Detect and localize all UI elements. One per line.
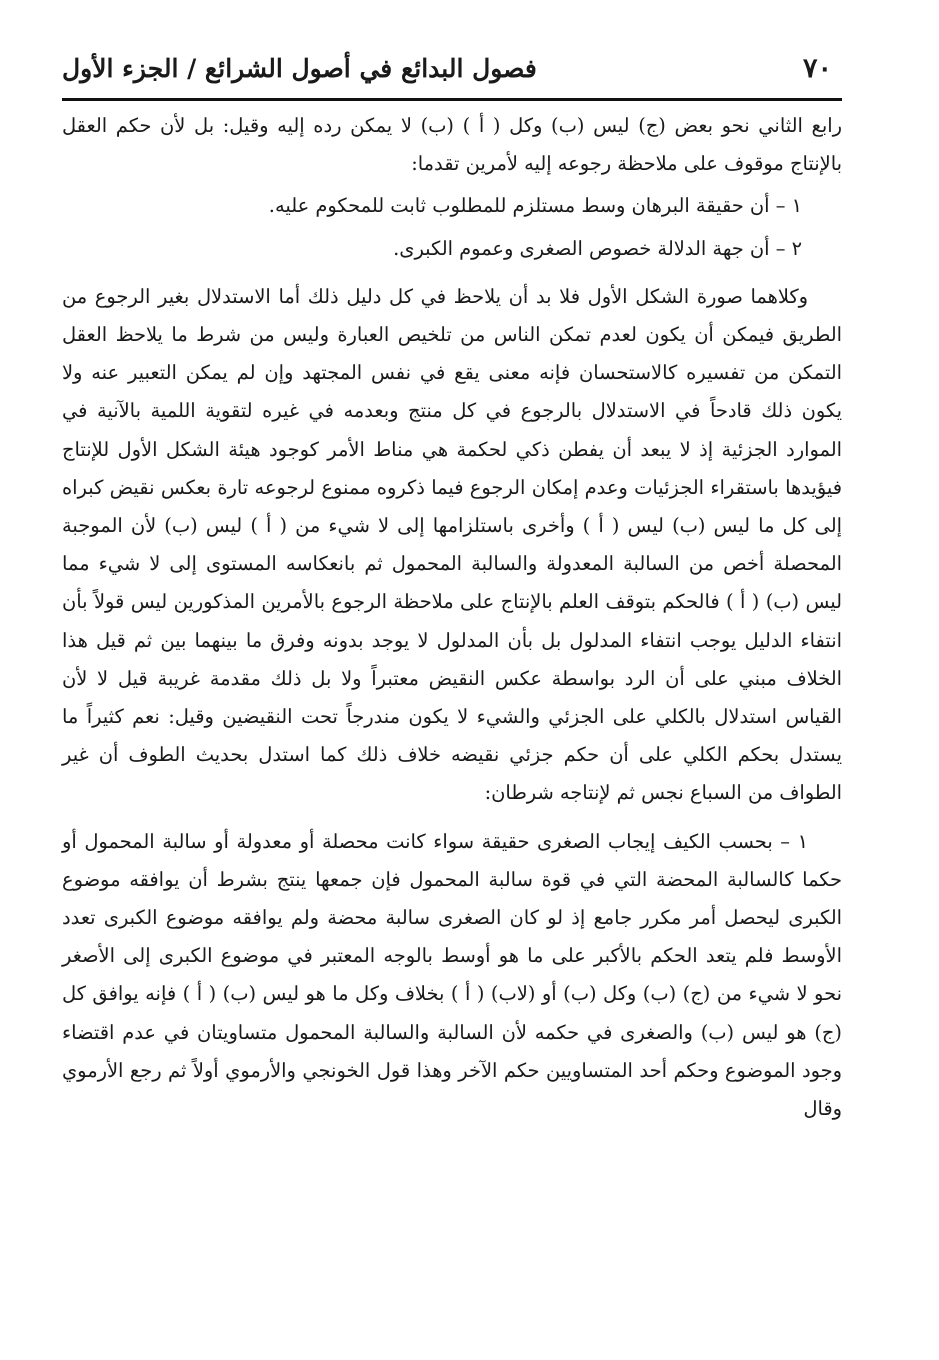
book-page xyxy=(62,40,842,1330)
body-text xyxy=(62,107,842,1128)
list-item-1: ١ – أن حقيقة البرهان وسط مستلزم للمطلوب ثابت للمحكوم عليه. xyxy=(268,194,802,218)
page-number: ٧٠ xyxy=(802,52,832,84)
list-item-2: ٢ – أن جهة الدلالة خصوص الصغرى وعموم الكبرى. xyxy=(393,236,802,260)
paragraph-intro: رابع الثاني نحو بعض (ج) ليس (ب) وكل ( أ ) (ب) لا يمكن رده إليه وقيل: بل لأن حكم العقل بالإنتاج موقوف على ملاحظة رجوعه إليه لأمرين تقدما: xyxy=(62,114,842,176)
header-divider xyxy=(62,98,842,101)
paragraph-condition-1: ١ – بحسب الكيف إيجاب الصغرى حقيقة سواء كانت محصلة أو معدولة أو سالبة المحمول أو حكما كالسالبة المحضة التي في قوة سالبة المحمول فإن جمعها ينتج بشرط أن يوافقه موضوع الكبرى ليحصل أمر مكرر جامع إذ لو كان الصغرى سالبة محضة ولم يوافقه موضوع الكبرى تعدد الأوسط فلم يتعد الحكم بالأكبر على ما هو أوسط بالوجه المعتبر في موضوع الكبرى إلى الأصغر نحو لا شيء من (ج) (ب) وكل (ب) أو (لاب) ( أ ) بخلاف وكل ما هو ليس (ب) ( أ ) فإنه يوافق كل (ج) هو ليس (ب) والصغرى في حكمه لأن السالبة والسالبة المحمول متساويتان في عدم اقتضاء وجود الموضوع وحكم أحد المتساويين حكم الآخر وهذا قول الخونجي والأرموي أولاً ثم رجع الأرموي وقال xyxy=(62,829,842,1121)
running-title: فصول البدائع في أصول الشرائع / الجزء الأول xyxy=(62,53,537,83)
paragraph-main: وكلاهما صورة الشكل الأول فلا بد أن يلاحظ في كل دليل ذلك أما الاستدلال بغير الرجوع من الطريق فيمكن أن يكون لعدم تمكن الناس من تلخيص العبارة وليس من شرط ما يلاحظ العقل التمكن من تفسيره كالاستحسان فإنه معنى يقع في نفس المجتهد وإن لم يمكن التعبير عنه ولا يكون ذلك قادحاً في الاستدلال بالرجوع في كل منتج وبعدمه في غيره لتقوية اللمية بالآنية في الموارد الجزئية إذ لا يبعد أن يفطن ذكي لحكمة هي مناط الأمر كوجود هيئة الشكل الأول للإنتاج فيؤيدها باستقراء الجزئيات وعدم إمكان الرجوع فيما ذكروه ممنوع لرجوعه تارة بعكس نقيض كبراه إلى كل ما ليس (ب) ليس ( أ ) وأخرى باستلزامها إلى لا شيء من ( أ ) ليس (ب) لأن الموجبة المحصلة أخص من السالبة المعدولة والسالبة المحمول ثم بانعكاسه المستوى إلى لا شيء مما ليس (ب) ( أ ) فالحكم بتوقف العلم بالإنتاج على ملاحظة الرجوع بالأمرين المذكورين ليس قولاً بأن انتفاء الدليل يوجب انتفاء المدلول بل بأن المدلول لا يوجد بدونه وفرق ما بينهما بين ثم قيل هذا الخلاف مبني على أن الرد بواسطة عكس النقيض معتبراً ولا بل ذلك مقدمة غريبة قيل لا لأن القياس استدلال بالكلي على الجزئي والشيء لا يكون مندرجاً تحت النقيضين وقيل: نعم كثيراً ما يستدل بحكم الكلي على أن حكم جزئي نقيضه خلاف ذلك كما استدل بحديث الطوف أن غير الطواف من السباع نجس ثم لإنتاجه شرطان: xyxy=(62,284,842,805)
page-header xyxy=(62,40,842,96)
